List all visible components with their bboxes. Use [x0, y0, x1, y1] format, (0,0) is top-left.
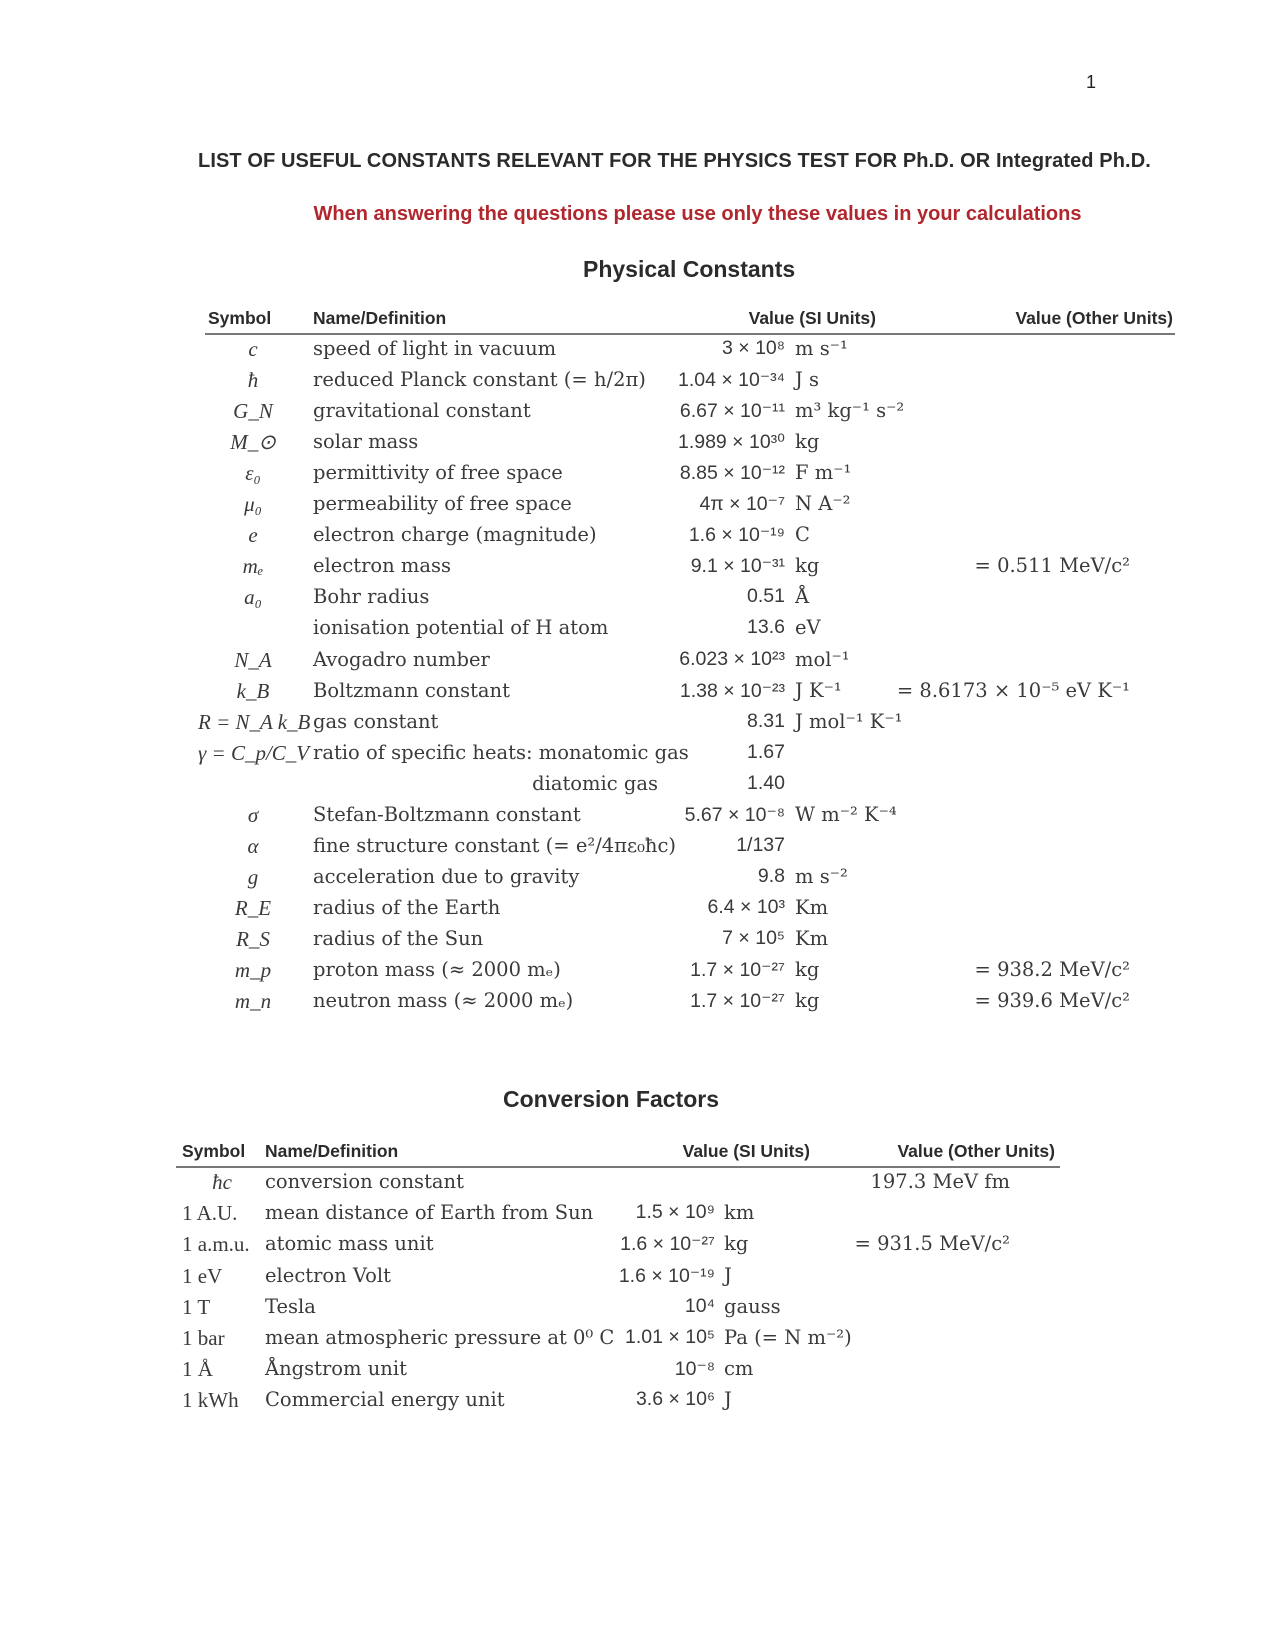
instruction-notice: When answering the questions please use only these values in your calculations — [313, 203, 1082, 225]
symbol-cell: m_p — [234, 958, 272, 982]
si-value-cell: 1.6 × 10⁻¹⁹ — [688, 524, 785, 546]
si-value-cell: 1.7 × 10⁻²⁷ — [690, 990, 785, 1012]
name-cell: Stefan-Boltzmann constant — [313, 803, 581, 826]
name-cell: proton mass (≈ 2000 mₑ) — [313, 958, 561, 981]
symbol-cell: σ — [247, 803, 259, 827]
si-value-cell: 1.6 × 10⁻¹⁹ — [618, 1265, 715, 1287]
symbol-cell: m_n — [234, 989, 272, 1013]
si-value-cell: 4π × 10⁻⁷ — [699, 493, 785, 515]
si-unit-cell: cm — [724, 1357, 754, 1380]
si-unit-cell: C — [795, 523, 810, 546]
symbol-cell: 1 Å — [182, 1357, 213, 1381]
si-value-cell: 13.6 — [747, 616, 785, 638]
si-unit-cell: J — [724, 1264, 732, 1287]
si-unit-cell: Km — [795, 927, 829, 950]
page-number: 1 — [1086, 72, 1097, 92]
column-header-other: Value (Other Units) — [1015, 308, 1173, 328]
si-unit-cell: J s — [795, 368, 820, 391]
si-unit-cell: W m⁻² K⁻⁴ — [795, 803, 897, 826]
symbol-cell: c — [248, 337, 258, 361]
si-value-cell: 10⁴ — [684, 1295, 715, 1317]
si-value-cell: 7 × 10⁵ — [722, 927, 785, 949]
name-cell: ionisation potential of H atom — [313, 616, 609, 639]
symbol-cell: α — [247, 834, 259, 858]
si-unit-cell: Å — [795, 585, 810, 608]
si-unit-cell: km — [724, 1201, 755, 1224]
symbol-cell: 1 kWh — [182, 1388, 239, 1412]
si-value-cell: 1.989 × 10³⁰ — [677, 431, 785, 453]
symbol-cell: 1 A.U. — [182, 1201, 238, 1225]
si-value-cell: 6.67 × 10⁻¹¹ — [679, 400, 785, 422]
name-cell: radius of the Sun — [313, 927, 484, 950]
name-cell: neutron mass (≈ 2000 mₑ) — [313, 989, 574, 1012]
other-units-cell: = 938.2 MeV/c² — [974, 958, 1130, 981]
name-cell: gravitational constant — [313, 399, 531, 422]
other-units-cell: = 931.5 MeV/c² — [854, 1232, 1010, 1255]
symbol-cell: ħc — [212, 1170, 232, 1194]
other-units-cell: 197.3 MeV fm — [870, 1170, 1010, 1193]
si-value-cell: 9.8 — [757, 865, 785, 887]
symbol-cell: 1 a.m.u. — [182, 1232, 250, 1256]
name-cell: Tesla — [265, 1295, 316, 1318]
column-header-name: Name/Definition — [313, 308, 447, 328]
header-rule — [176, 1166, 1060, 1168]
si-value-cell: 9.1 × 10⁻³¹ — [690, 555, 785, 577]
si-value-cell: 1.5 × 10⁹ — [635, 1201, 715, 1223]
symbol-cell: mₑ — [242, 554, 264, 578]
si-unit-cell: m s⁻² — [795, 865, 848, 888]
si-value-cell: 5.67 × 10⁻⁸ — [684, 804, 785, 826]
si-value-cell: 1.38 × 10⁻²³ — [679, 680, 785, 702]
header-rule — [205, 333, 1175, 335]
name-cell: ratio of specific heats: monatomic gas — [313, 741, 689, 764]
si-unit-cell: kg — [724, 1232, 749, 1255]
symbol-cell: k_B — [236, 679, 270, 703]
name-cell: conversion constant — [265, 1170, 464, 1193]
symbol-cell: R_E — [234, 896, 272, 920]
si-unit-cell: J — [724, 1388, 732, 1411]
si-unit-cell: kg — [795, 958, 820, 981]
page-title: LIST OF USEFUL CONSTANTS RELEVANT FOR THE PHYSICS TEST FOR Ph.D. OR Integrated Ph.D. — [198, 150, 1151, 172]
si-value-cell: 3 × 10⁸ — [722, 337, 785, 359]
name-cell: Ångstrom unit — [265, 1357, 407, 1380]
si-unit-cell: kg — [795, 554, 820, 577]
si-unit-cell: Km — [795, 896, 829, 919]
symbol-cell: ħ — [247, 368, 259, 392]
other-units-cell: = 0.511 MeV/c² — [974, 554, 1130, 577]
column-header-si: Value (SI Units) — [748, 308, 876, 328]
name-cell: Commercial energy unit — [265, 1388, 505, 1411]
name-cell: electron Volt — [265, 1264, 391, 1287]
symbol-cell: G_N — [233, 399, 273, 423]
symbol-cell: 1 T — [182, 1295, 211, 1319]
si-value-cell: 1.7 × 10⁻²⁷ — [690, 959, 785, 981]
symbol-cell: M_⊙ — [230, 430, 276, 454]
column-header-si: Value (SI Units) — [682, 1141, 810, 1161]
symbol-cell: 1 eV — [182, 1264, 223, 1288]
name-cell: speed of light in vacuum — [313, 337, 557, 360]
si-value-cell: 1.04 × 10⁻³⁴ — [677, 369, 785, 391]
si-value-cell: 1.40 — [747, 772, 785, 794]
column-header-symbol: Symbol — [208, 308, 272, 328]
name-cell: electron charge (magnitude) — [313, 523, 597, 546]
name-cell: diatomic gas — [532, 772, 658, 795]
si-value-cell: 0.51 — [747, 585, 785, 607]
symbol-cell: 1 bar — [182, 1326, 225, 1350]
column-header-name: Name/Definition — [265, 1141, 399, 1161]
si-value-cell: 1/137 — [736, 834, 785, 856]
symbol-cell: γ = C_p/C_V — [198, 741, 310, 765]
symbol-cell: μ₀ — [244, 492, 262, 516]
name-cell: gas constant — [313, 710, 439, 733]
name-cell: permeability of free space — [313, 492, 572, 515]
column-header-symbol: Symbol — [182, 1141, 246, 1161]
column-header-other: Value (Other Units) — [897, 1141, 1055, 1161]
name-cell: fine structure constant (= e²/4πε₀ħc) — [313, 834, 676, 857]
name-cell: Bohr radius — [313, 585, 430, 608]
si-unit-cell: N A⁻² — [795, 492, 851, 515]
name-cell: solar mass — [313, 430, 419, 453]
other-units-cell: = 939.6 MeV/c² — [974, 989, 1130, 1012]
si-value-cell: 1.67 — [747, 741, 785, 763]
si-value-cell: 8.85 × 10⁻¹² — [679, 462, 785, 484]
name-cell: mean distance of Earth from Sun — [265, 1201, 594, 1224]
si-value-cell: 3.6 × 10⁶ — [635, 1388, 715, 1410]
name-cell: mean atmospheric pressure at 0⁰ C — [265, 1326, 615, 1349]
name-cell: permittivity of free space — [313, 461, 563, 484]
si-unit-cell: gauss — [724, 1295, 781, 1318]
symbol-cell: ε₀ — [245, 461, 261, 485]
symbol-cell: N_A — [234, 648, 272, 672]
si-value-cell: 6.4 × 10³ — [707, 896, 785, 918]
si-value-cell: 8.31 — [747, 710, 785, 732]
name-cell: atomic mass unit — [265, 1232, 434, 1255]
si-value-cell: 1.01 × 10⁵ — [625, 1326, 715, 1348]
si-unit-cell: m s⁻¹ — [795, 337, 848, 360]
si-value-cell: 1.6 × 10⁻²⁷ — [620, 1233, 715, 1255]
si-unit-cell: eV — [795, 616, 821, 639]
name-cell: Avogadro number — [313, 648, 490, 671]
si-unit-cell: mol⁻¹ — [795, 648, 850, 671]
si-unit-cell: J mol⁻¹ K⁻¹ — [795, 710, 903, 733]
other-units-cell: = 8.6173 × 10⁻⁵ eV K⁻¹ — [896, 679, 1130, 702]
physical-constants-heading: Physical Constants — [583, 256, 796, 282]
name-cell: reduced Planck constant (= h/2π) — [313, 368, 646, 391]
si-unit-cell: Pa (= N m⁻²) — [724, 1326, 852, 1349]
conversion-factors-heading: Conversion Factors — [503, 1086, 719, 1112]
symbol-cell: R_S — [236, 927, 270, 951]
name-cell: Boltzmann constant — [313, 679, 510, 702]
si-unit-cell: m³ kg⁻¹ s⁻² — [795, 399, 905, 422]
si-unit-cell: J K⁻¹ — [795, 679, 842, 702]
name-cell: acceleration due to gravity — [313, 865, 580, 888]
si-value-cell: 6.023 × 10²³ — [679, 648, 785, 670]
symbol-cell: e — [248, 523, 258, 547]
name-cell: electron mass — [313, 554, 452, 577]
symbol-cell: a₀ — [244, 585, 262, 609]
si-unit-cell: F m⁻¹ — [795, 461, 852, 484]
symbol-cell: R = N_A k_B — [198, 710, 311, 734]
symbol-cell: g — [247, 865, 259, 889]
si-value-cell: 10⁻⁸ — [674, 1358, 715, 1380]
si-unit-cell: kg — [795, 430, 820, 453]
si-unit-cell: kg — [795, 989, 820, 1012]
name-cell: radius of the Earth — [313, 896, 501, 919]
